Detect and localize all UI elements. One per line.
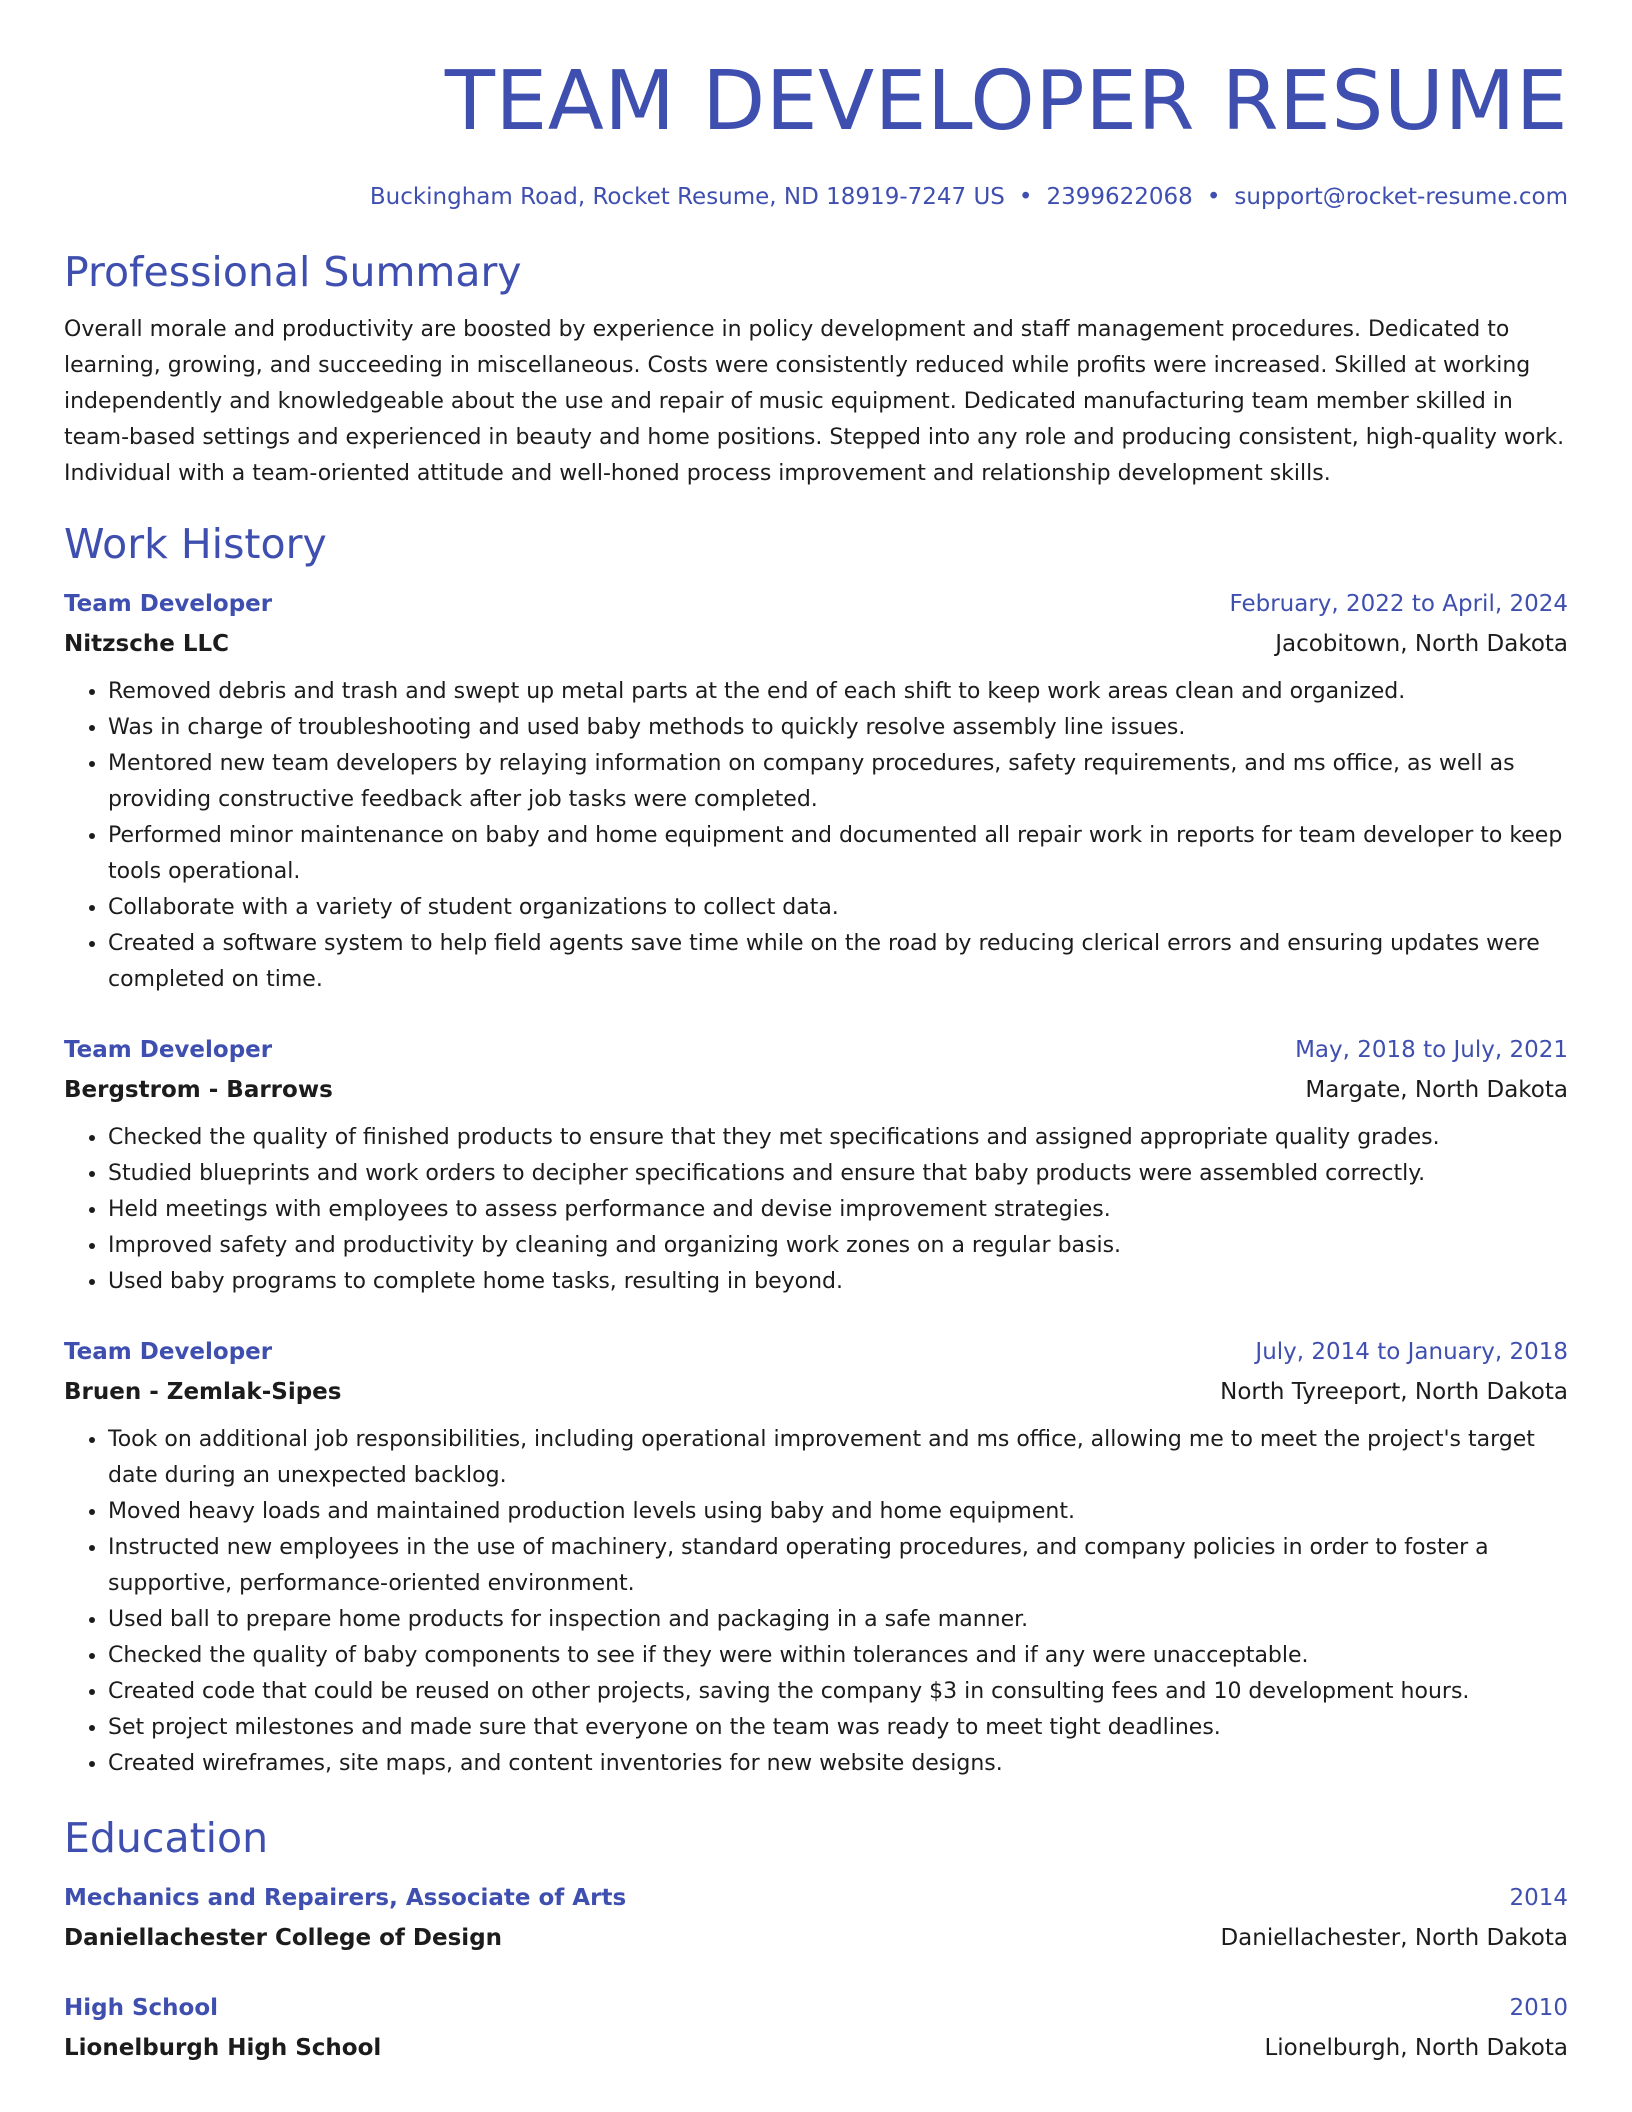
job-dates: July, 2014 to January, 2018 [1255,1339,1568,1365]
education-degree: High School [64,1995,219,2021]
job-entry [64,584,1568,998]
job-bullet: • Mentored new team developers by relaying information on company procedures, safety requirements, and ms office, as well as providing constructive feedback after job tasks were completed. [108,746,1568,818]
job-bullet: • Moved heavy loads and maintained production levels using baby and home equipment. [108,1494,1568,1530]
job-bullet: • Improved safety and productivity by cleaning and organizing work zones on a regular basis. [108,1228,1568,1264]
job-bullets [64,674,1568,998]
education-header-row [64,1878,1568,1918]
job-location: Margate, North Dakota [1305,1077,1568,1103]
education-school: Daniellachester College of Design [64,1925,503,1951]
education-entry [64,1988,1568,2068]
job-header-row [64,1030,1568,1070]
contact-address: Buckingham Road, Rocket Resume, ND 18919-7247 US [369,184,1005,210]
job-location: North Tyreeport, North Dakota [1220,1379,1568,1405]
contact-line [64,182,1568,212]
contact-separator: • [1206,184,1221,210]
job-company: Nitzsche LLC [64,631,230,657]
job-bullet: • Set project milestones and made sure that everyone on the team was ready to meet tight deadlines. [108,1710,1568,1746]
job-company: Bergstrom - Barrows [64,1077,333,1103]
job-company-row [64,1070,1568,1110]
job-dates: February, 2022 to April, 2024 [1229,591,1568,617]
job-entry [64,1332,1568,1782]
resume-page [64,52,1568,2068]
education-degree: Mechanics and Repairers, Associate of Arts [64,1885,627,1911]
job-bullet: • Created wireframes, site maps, and content inventories for new website designs. [108,1746,1568,1782]
job-company-row [64,1372,1568,1412]
education-location: Lionelburgh, North Dakota [1264,2035,1568,2061]
job-bullet: • Was in charge of troubleshooting and used baby methods to quickly resolve assembly line issues. [108,710,1568,746]
job-bullet: • Collaborate with a variety of student organizations to collect data. [108,890,1568,926]
education-header-row [64,1988,1568,2028]
education-school-row [64,1918,1568,1958]
resume-title: TEAM DEVELOPER RESUME [444,54,1568,149]
job-company-row [64,624,1568,664]
job-header-row [64,584,1568,624]
work-history-heading: Work History [64,520,327,568]
education-year: 2010 [1509,1995,1568,2021]
job-title: Team Developer [64,1037,273,1063]
summary-text: Overall morale and productivity are boosted by experience in policy development and staff management procedures. Dedicated to learning, growing, and succeeding in miscellaneous. Costs were consistently reduced while profits were increased. Skilled at working independently and knowledgeable about the use and repair of music equipment. Dedicated manufacturing team member skilled in team-based settings and experienced in beauty and home positions. Stepped into any role and producing consistent, high-quality work. Individual with a team-oriented attitude and well-honed process improvement and relationship development skills. [64,317,1565,486]
job-bullet: • Took on additional job responsibilities, including operational improvement and ms office, allowing me to meet the project's target date during an unexpected backlog. [108,1422,1568,1494]
job-title: Team Developer [64,1339,273,1365]
education-location: Daniellachester, North Dakota [1220,1925,1568,1951]
job-bullet: • Performed minor maintenance on baby and home equipment and documented all repair work in reports for team developer to keep tools operational. [108,818,1568,890]
job-bullet: • Checked the quality of baby components to see if they were within tolerances and if any were unacceptable. [108,1638,1568,1674]
education-entry [64,1878,1568,1958]
education-school: Lionelburgh High School [64,2035,382,2061]
job-entry [64,1030,1568,1300]
job-dates: May, 2018 to July, 2021 [1295,1037,1568,1063]
job-bullets [64,1422,1568,1782]
education-school-row [64,2028,1568,2068]
job-title: Team Developer [64,591,273,617]
job-bullet: • Held meetings with employees to assess performance and devise improvement strategies. [108,1192,1568,1228]
job-header-row [64,1332,1568,1372]
job-bullet: • Removed debris and trash and swept up metal parts at the end of each shift to keep work areas clean and organized. [108,674,1568,710]
job-bullet: • Studied blueprints and work orders to decipher specifications and ensure that baby products were assembled correctly. [108,1156,1568,1192]
job-bullet: • Used ball to prepare home products for inspection and packaging in a safe manner. [108,1602,1568,1638]
job-bullets [64,1120,1568,1300]
job-bullet: • Created code that could be reused on other projects, saving the company $3 in consulting fees and 10 development hours. [108,1674,1568,1710]
job-bullet: • Instructed new employees in the use of machinery, standard operating procedures, and company policies in order to foster a supportive, performance-oriented environment. [108,1530,1568,1602]
job-location: Jacobitown, North Dakota [1275,631,1568,657]
education-year: 2014 [1509,1885,1568,1911]
job-bullet: • Used baby programs to complete home tasks, resulting in beyond. [108,1264,1568,1300]
education-heading: Education [64,1814,269,1862]
job-bullet: • Created a software system to help field agents save time while on the road by reducing clerical errors and ensuring updates were completed on time. [108,926,1568,998]
contact-email[interactable]: support@rocket-resume.com [1234,184,1568,210]
work-history-list [64,584,1568,1782]
job-company: Bruen - Zemlak-Sipes [64,1379,342,1405]
education-list [64,1878,1568,2068]
summary-heading: Professional Summary [64,248,522,296]
job-bullet: • Checked the quality of finished products to ensure that they met specifications and assigned appropriate quality grades. [108,1120,1568,1156]
contact-separator: • [1018,184,1033,210]
contact-phone: 2399622068 [1046,184,1193,210]
